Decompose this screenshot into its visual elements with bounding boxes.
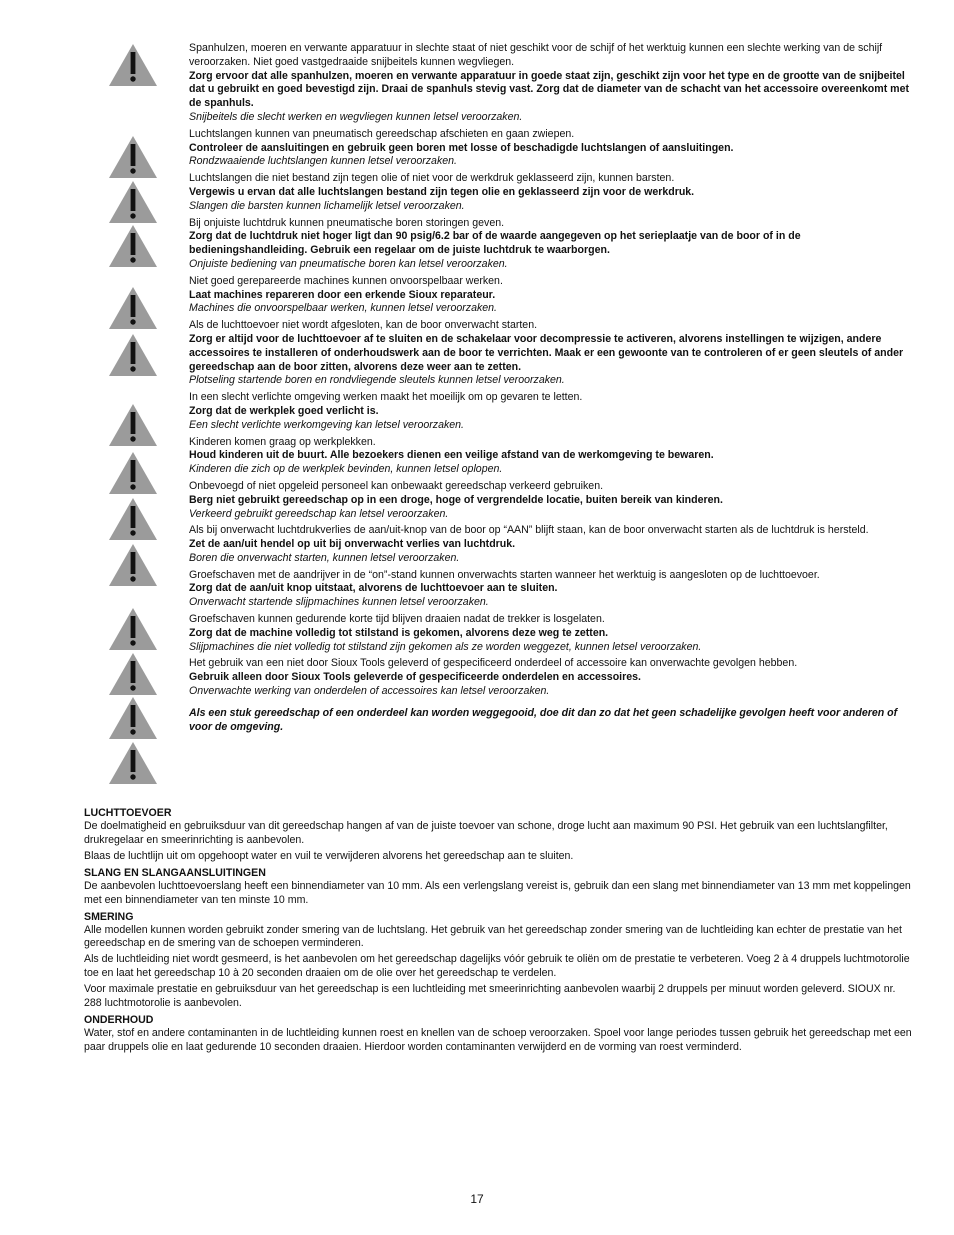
warning-instruction: Zet de aan/uit hendel op uit bij onverwacht verlies van luchtdruk.	[189, 538, 516, 551]
section-paragraph: Blaas de luchtlijn uit om opgehoopt water en vuil te verwijderen alvorens het gereedschap aan te sluiten.	[84, 849, 574, 862]
warning-hazard: Bij onjuiste luchtdruk kunnen pneumatische boren storingen geven.	[189, 216, 505, 229]
warning-block	[189, 613, 911, 654]
warning-triangle-icon	[108, 43, 158, 87]
warning-hazard: Als bij onverwacht luchtdrukverlies de aan/uit-knop van de boor op “AAN” blijft staan, kan de boor onverwacht starten als de luchtdruk is hersteld.	[189, 524, 869, 537]
warning-instruction: Zorg ervoor dat alle spanhulzen, moeren en verwante apparatuur in goede staat zijn, geschikt zijn voor het type en de grootte van de snijbeitel dat u gebruikt en goed bevestigd zijn. Draai de spanhuls stevig vast. Zorg dat de diameter van de schacht van het accessoire overeenkomt met de spanhuls.	[189, 69, 910, 110]
warning-hazard: Groefschaven kunnen gedurende korte tijd blijven draaien nadat de trekker is losgelaten.	[189, 613, 605, 626]
section-paragraph: De doelmatigheid en gebruiksduur van dit gereedschap hangen af van de juiste toevoer van schone, droge lucht aan maximum 90 PSI. Het gebruik van een luchtslangfilter, drukregelaar en smeerinrichting is aanbevolen.	[84, 820, 888, 846]
warning-triangle-icon	[108, 696, 158, 740]
warning-instruction: Houd kinderen uit de buurt. Alle bezoekers dienen een veilige afstand van de werkomgeving te bewaren.	[189, 449, 714, 462]
warning-block	[189, 569, 911, 610]
section-heading: LUCHTTOEVOER	[84, 807, 172, 819]
warning-hazard: Kinderen komen graag op werkplekken.	[189, 435, 376, 448]
warning-instruction: Zorg dat de machine volledig tot stilstand is gekomen, alvorens deze weg te zetten.	[189, 626, 609, 639]
warning-block	[189, 319, 911, 388]
warning-triangle-icon	[108, 451, 158, 495]
warning-triangle-icon	[108, 497, 158, 541]
warning-triangle-icon	[108, 286, 158, 330]
warning-hazard: Als de luchttoevoer niet wordt afgesloten, kan de boor onverwacht starten.	[189, 319, 538, 332]
warning-triangle-icon	[108, 403, 158, 447]
warning-triangle-icon	[108, 180, 158, 224]
warning-block	[189, 217, 911, 272]
warning-consequence: Rondzwaaiende luchtslangen kunnen letsel veroorzaken.	[189, 155, 457, 168]
warning-instruction: Gebruik alleen door Sioux Tools geleverde of gespecificeerde onderdelen en accessoires.	[189, 671, 641, 684]
page-number: 17	[470, 1192, 484, 1206]
section-heading: SLANG EN SLANGAANSLUITINGEN	[84, 866, 266, 879]
warning-triangle-icon	[108, 607, 158, 651]
section-paragraph: Voor maximale prestatie en gebruiksduur van het gereedschap is een luchtleiding met smeerinrichting aanbevolen waarbij 2 druppels per minuut worden geleverd. SIOUX nr. 288 luchtmotorolie is aanbevolen.	[84, 983, 896, 1010]
warning-consequence: Verkeerd gebruikt gereedschap kan letsel veroorzaken.	[189, 507, 449, 520]
warning-instruction: Zorg dat de aan/uit knop uitstaat, alvorens de luchttoevoer aan te sluiten.	[189, 582, 558, 595]
warning-hazard: Luchtslangen kunnen van pneumatisch gereedschap afschieten en gaan zwiepen.	[189, 127, 575, 140]
warning-block	[189, 42, 911, 125]
warning-block	[189, 480, 911, 521]
warning-block	[189, 128, 911, 169]
warning-consequence: Boren die onverwacht starten, kunnen letsel veroorzaken.	[189, 551, 460, 564]
warning-hazard: Groefschaven met de aandrijver in de “on”-stand kunnen onverwachts starten wanneer het werktuig is aangesloten op de luchttoevoer.	[189, 568, 820, 581]
warning-triangle-icon	[108, 333, 158, 377]
warning-instruction: Zorg dat de luchtdruk niet hoger ligt dan 90 psig/6.2 bar of de waarde aangegeven op het serieplaatje van de boor of in de bedieningshandleiding. Gebruik een regelaar om de juiste luchtdruk te waarborgen.	[189, 230, 801, 257]
warning-consequence: Onverwacht startende slijpmachines kunnen letsel veroorzaken.	[189, 596, 489, 609]
warning-triangle-icon	[108, 652, 158, 696]
warning-triangle-icon	[108, 224, 158, 268]
warning-block	[189, 657, 911, 698]
section-heading: ONDERHOUD	[84, 1013, 154, 1026]
closing-warning: Als een stuk gereedschap of een onderdeel kan worden weggegooid, doe dit dan zo dat het geen schadelijke gevolgen heeft voor anderen of voor de omgeving.	[189, 706, 898, 733]
warning-triangle-icon	[108, 135, 158, 179]
warning-consequence: Een slecht verlichte werkomgeving kan letsel veroorzaken.	[189, 418, 464, 431]
warning-instruction: Vergewis u ervan dat alle luchtslangen bestand zijn tegen olie en geklasseerd zijn voor de werkdruk.	[189, 185, 695, 198]
warning-consequence: Plotseling startende boren en rondvliegende sleutels kunnen letsel veroorzaken.	[189, 374, 565, 387]
warning-instruction: Zorg er altijd voor de luchttoevoer af te sluiten en de schakelaar voor decompressie te activeren, alvorens instellingen te wijzigen, andere accessoires te installeren of onderhoudswerk aan de boor te verrichten. Maak er een gewoonte van te controleren of er geen sleutels of ander gereedschap aan de boor zitten, alvorens deze weer aan te zetten.	[189, 332, 904, 373]
safety-warnings	[189, 42, 911, 737]
warning-consequence: Onjuiste bediening van pneumatische boren kan letsel veroorzaken.	[189, 257, 508, 270]
warning-instruction: Controleer de aansluitingen en gebruik geen boren met losse of beschadigde luchtslangen of aansluitingen.	[189, 141, 734, 154]
maintenance-sections	[84, 806, 912, 1057]
warning-instruction: Laat machines repareren door een erkende Sioux reparateur.	[189, 288, 496, 301]
warning-block	[189, 172, 911, 213]
section-paragraph: De aanbevolen luchttoevoerslang heeft een binnendiameter van 10 mm. Als een verlengslang vereist is, gebruik dan een slang met binnendiameter van 13 mm met koppelingen met een binnendiameter van ten minste 10 mm.	[84, 879, 911, 906]
warning-consequence: Machines die onvoorspelbaar werken, kunnen letsel veroorzaken.	[189, 302, 497, 315]
warning-hazard: In een slecht verlichte omgeving werken maakt het moeilijk om op gevaren te letten.	[189, 391, 583, 404]
warning-block	[189, 436, 911, 477]
section-heading: SMERING	[84, 910, 134, 923]
warning-triangle-icon	[108, 543, 158, 587]
warning-block-disposal	[189, 707, 911, 735]
section-paragraph: Als de luchtleiding niet wordt gesmeerd, is het aanbevolen om het gereedschap dagelijks vóór gebruik te oliën om de prestatie te verbeteren. Voeg 2 à 4 druppels luchtmotorolie toe en laat het gereedschap 10 à 20 seconden draaien om de olie over het gereedschap te verdelen.	[84, 953, 910, 980]
warning-block	[189, 275, 911, 316]
warning-hazard: Het gebruik van een niet door Sioux Tools geleverd of gespecificeerd onderdeel of accessoire kan onverwachte gevolgen hebben.	[189, 657, 798, 670]
warning-hazard: Onbevoegd of niet opgeleid personeel kan onbewaakt gereedschap verkeerd gebruiken.	[189, 479, 604, 492]
warning-instruction: Zorg dat de werkplek goed verlicht is.	[189, 404, 379, 417]
section-paragraph: Alle modellen kunnen worden gebruikt zonder smering van de luchtslang. Het gebruik van het gereedschap zonder smering van de luchtleiding kan echter de prestatie van het gereedschap en de smering van de schoepen verminderen.	[84, 923, 902, 950]
warning-instruction: Berg niet gebruikt gereedschap op in een droge, hoge of vergrendelde locatie, buiten bereik van kinderen.	[189, 493, 723, 506]
warning-hazard: Niet goed gerepareerde machines kunnen onvoorspelbaar werken.	[189, 274, 503, 287]
warning-consequence: Slangen die barsten kunnen lichamelijk letsel veroorzaken.	[189, 199, 465, 212]
warning-block	[189, 524, 911, 565]
warning-consequence: Snijbeitels die slecht werken en wegvliegen kunnen letsel veroorzaken.	[189, 110, 523, 123]
warning-hazard: Spanhulzen, moeren en verwante apparatuur in slechte staat of niet geschikt voor de schijf of het werktuig kunnen een slechte werking van de schijf veroorzaken. Niet goed vastgedraaide snijbeitels kunnen wegvliegen.	[189, 42, 883, 68]
warning-consequence: Onverwachte werking van onderdelen of accessoires kan letsel veroorzaken.	[189, 685, 550, 698]
warning-triangle-icon	[108, 741, 158, 785]
warning-consequence: Slijpmachines die niet volledig tot stilstand zijn gekomen als ze worden weggezet, kunnen letsel veroorzaken.	[189, 640, 702, 653]
section-paragraph: Water, stof en andere contaminanten in de luchtleiding kunnen roest en knellen van de schoep veroorzaken. Spoel voor lange periodes tussen gebruik het gereedschap met een paar druppels olie en laat gedurende 10 seconden draaien. Hierdoor worden contaminanten verwijderd en de vorming van roest verminderd.	[84, 1026, 912, 1053]
warning-block	[189, 391, 911, 432]
warning-consequence: Kinderen die zich op de werkplek bevinden, kunnen letsel oplopen.	[189, 463, 503, 476]
warning-hazard: Luchtslangen die niet bestand zijn tegen olie of niet voor de werkdruk geklasseerd zijn, kunnen barsten.	[189, 172, 675, 185]
